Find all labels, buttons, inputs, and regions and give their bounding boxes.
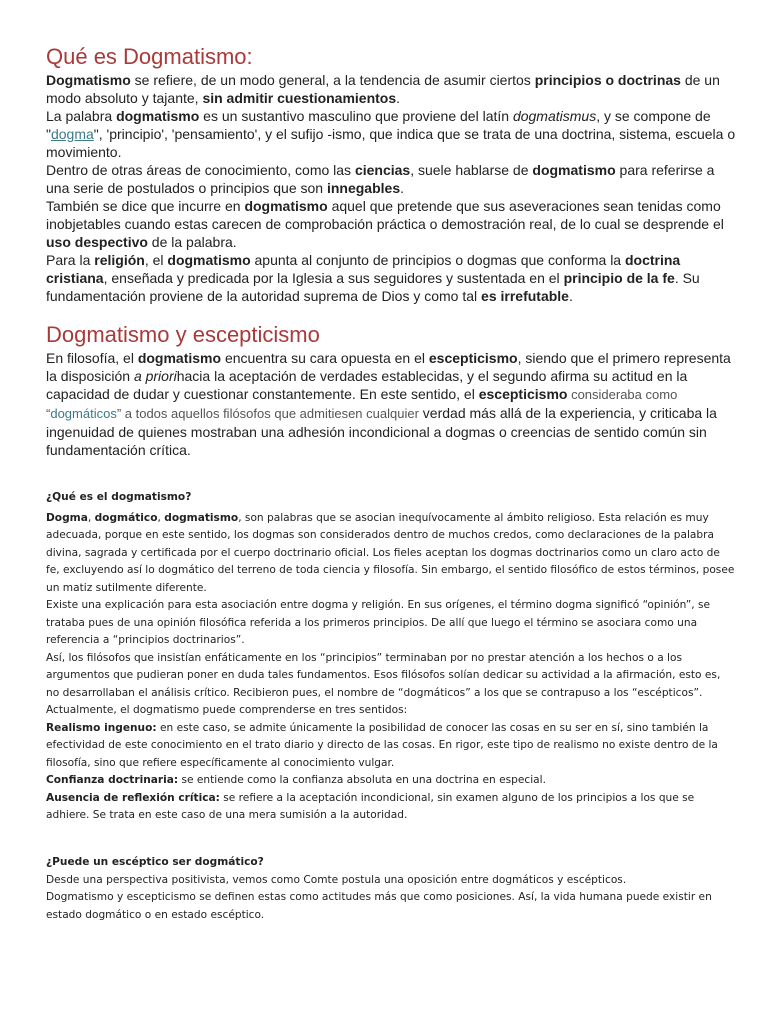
paragraph: Dogma, dogmático, dogmatismo, son palabras que se asocian inequívocamente al ámbito religioso. Esta relación es muy adecuada, porque en este sentido, los dogmas son considerados dentro de muchos credos, como declaraciones de la palabra divina, sagrada y certificada por el cuerpo doctrinario oficial. Los fieles aceptan los dogmas doctrinarios como un claro acto de fe, excluyendo así lo dogmático del terreno de toda ciencia y filosofía. Sin embargo, el sentido filosófico de estos términos, posee un matiz sutilmente diferente.: [46, 511, 735, 594]
section-que-es-el-dogmatismo: [46, 489, 736, 825]
section-puede-un-esceptico: [46, 854, 736, 924]
paragraph: La palabra dogmatismo es un sustantivo masculino que proviene del latín dogmatismus, y se compone de "dogma", 'principio', 'pensamiento', y el sufijo -ismo, que indica que se trata de una doctrina, sistema, escuela o movimiento.: [46, 108, 736, 160]
paragraph: Así, los filósofos que insistían enfáticamente en los “principios” terminaban por no prestar atención a los hechos o a los argumentos que pudieran poner en duda tales fundamentos. Esos filósofos solían dedicar su actividad a la afirmación, esto es, no desarrollaban el análisis crítico. Recibieron pues, el nombre de “dogmáticos” a los que se contrapuso a los “escépticos”.: [46, 651, 721, 699]
paragraph: Dogmatismo se refiere, de un modo general, a la tendencia de asumir ciertos principios o doctrinas de un modo absoluto y tajante, sin admitir cuestionamientos.: [46, 72, 720, 106]
paragraph: En filosofía, el dogmatismo encuentra su cara opuesta en el escepticismo, siendo que el primero representa la disposición a priorihacia la aceptación de verdades establecidas, y el segundo afirma su actitud en la capacidad de dudar y cuestionar constantemente. En este sentido, el escepticismo consideraba como “dogmáticos” a todos aquellos filósofos que admitiesen cualquier verdad más allá de la experiencia, y criticaba la ingenuidad de quienes mostraban una adhesión incondicional a dogmas o creencias de sentido común sin fundamentación crítica.: [46, 350, 731, 458]
section-heading: ¿Puede un escéptico ser dogmático?: [46, 856, 264, 868]
section-title: Qué es Dogmatismo:: [46, 44, 253, 69]
dogma-link[interactable]: dogma: [50, 126, 94, 142]
paragraph: Ausencia de reflexión crítica: se refiere a la aceptación incondicional, sin examen alguno de los principios a los que se adhiere. Se trata en este caso de una mera sumisión a la autoridad.: [46, 791, 695, 821]
dogmaticos-link[interactable]: dogmáticos: [50, 406, 117, 421]
section-que-es-dogmatismo: [46, 44, 736, 305]
paragraph: Para la religión, el dogmatismo apunta al conjunto de principios o dogmas que conforma la doctrina cristiana, enseñada y predicada por la Iglesia a sus seguidores y sustentada en el principio de la fe. Su fundamentación proviene de la autoridad suprema de Dios y como tal es irrefutable.: [46, 252, 700, 304]
paragraph: Actualmente, el dogmatismo puede comprenderse en tres sentidos:: [46, 704, 408, 716]
paragraph: Confianza doctrinaria: se entiende como la confianza absoluta en una doctrina en especial.: [46, 774, 546, 786]
paragraph: Desde una perspectiva positivista, vemos como Comte postula una oposición entre dogmáticos y escépticos.: [46, 873, 627, 886]
paragraph: También se dice que incurre en dogmatismo aquel que pretende que sus aseveraciones sean tenidas como inobjetables cuando estas carecen de comprobación práctica o demostración real, de lo cual se desprende el uso despectivo de la palabra.: [46, 198, 724, 250]
paragraph: Realismo ingenuo: en este caso, se admite únicamente la posibilidad de conocer las cosas en su ser en sí, sino también la efectividad de este conocimiento en el trato diario y directo de las cosas. En rigor, este tipo de realismo no existe dentro de la filosofía, sino que refiere específicamente al conocimiento vulgar.: [46, 721, 718, 769]
section-dogmatismo-y-escepticismo: [46, 322, 736, 459]
paragraph: Existe una explicación para esta asociación entre dogma y religión. En sus orígenes, el término dogma significó “opinión”, se trataba pues de una opinión filosófica referida a los primeros principios. De allí que luego el término se asociara como una referencia a “principios doctrinarios”.: [46, 599, 711, 646]
paragraph: Dogmatismo y escepticismo se definen estas como actitudes más que como posiciones. Así, la vida humana puede existir en estado dogmático o en estado escéptico.: [46, 891, 712, 921]
section-title: Dogmatismo y escepticismo: [46, 322, 320, 347]
paragraph: Dentro de otras áreas de conocimiento, como las ciencias, suele hablarse de dogmatismo para referirse a una serie de postulados o principios que son innegables.: [46, 162, 715, 196]
section-heading: ¿Qué es el dogmatismo?: [46, 491, 192, 503]
